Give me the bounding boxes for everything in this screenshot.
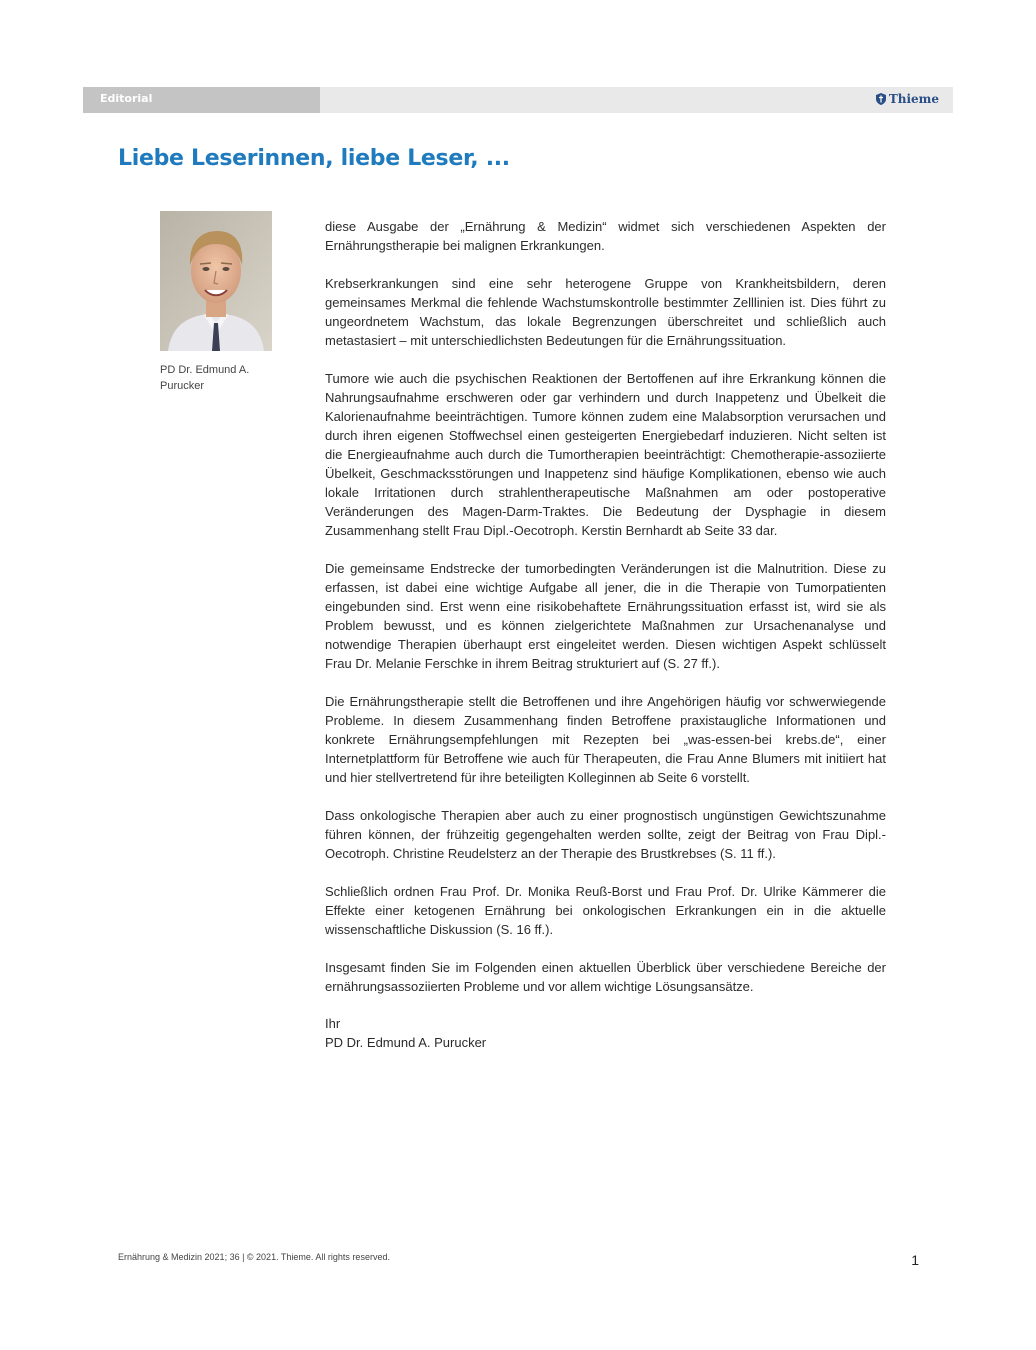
publisher-name: Thieme — [888, 92, 939, 106]
author-photo — [160, 211, 272, 351]
footer-citation: Ernährung & Medizin 2021; 36 | © 2021. Thieme. All rights reserved. — [118, 1252, 390, 1262]
page-number: 1 — [911, 1252, 919, 1268]
page-title: Liebe Leserinnen, liebe Leser, ... — [118, 146, 510, 171]
publisher-logo — [876, 92, 939, 106]
section-label: Editorial — [100, 92, 153, 105]
header-bar — [83, 87, 953, 113]
paragraph: Schließlich ordnen Frau Prof. Dr. Monika Reuß-Borst und Frau Prof. Dr. Ulrike Kämmerer die Effekte einer ketogenen Ernährung bei onkologischen Erkrankungen ein in die aktuelle wissenschaftliche Diskussion (S. 16 ff.). — [325, 884, 886, 937]
signature-salutation: Ihr — [325, 1016, 341, 1031]
section-label-box — [83, 87, 320, 113]
caption-line: PD Dr. Edmund A. — [160, 364, 250, 376]
paragraph: diese Ausgabe der „Ernährung & Medizin“ widmet sich verschiedenen Aspekten der Ernährungstherapie bei malignen Erkrankungen. — [325, 219, 886, 253]
paragraph: Die gemeinsame Endstrecke der tumorbedingten Veränderungen ist die Malnutrition. Diese zu erfassen, ist dabei eine wichtige Aufgabe all jener, die in die Therapie von Tumorpatienten eingebunden sind. Erst wenn eine risikobehaftete Ernährungssituation erfasst ist, wird sie als Problem bewusst, und es können zielgerichtete Maßnahmen zur Ursachenanalyse und notwendige Therapien überhaupt erst eingeleitet werden. Diesen wichtigen Aspekt schlüsselt Frau Dr. Melanie Ferschke in ihrem Beitrag strukturiert auf (S. 27 ff.). — [325, 561, 886, 671]
signature-name: PD Dr. Edmund A. Purucker — [325, 1035, 487, 1050]
paragraph: Insgesamt finden Sie im Folgenden einen aktuellen Überblick über verschiedene Bereiche der ernährungsassoziierten Probleme und vor allem wichtige Lösungsansätze. — [325, 960, 886, 994]
thieme-logo-icon — [876, 93, 886, 105]
paragraph: Dass onkologische Therapien aber auch zu einer prognostisch ungünstigen Gewichtszunahme führen können, der frühzeitig gegengehalten werden sollte, zeigt der Beitrag von Frau Dipl.-Oecotroph. Christine Reudelsterz an der Therapie des Brustkrebses (S. 11 ff.). — [325, 808, 886, 861]
paragraph: Tumore wie auch die psychischen Reaktionen der Bertoffenen auf ihre Erkrankung können die Nahrungsaufnahme erschweren oder gar verhindern und durch Inappetenz und Übelkeit die Kalorienaufnahme beeinträchtigen. Tumore können zudem eine Malabsorption verursachen und durch ihren eigenen Stoffwechsel einen gesteigerten Energiebedarf induzieren. Nicht selten ist die Energieaufnahme auch durch die Tumortherapien beeinträchtigt: Chemotherapie-assoziierte Übelkeit, Geschmacksstörungen und Inappetenz sind häufige Komplikationen, ebenso wie auch lokale Irritationen durch strahlentherapeutische Maßnahmen am oder postoperative Veränderungen des Magen-Darm-Traktes. Die Bedeutung der Dysphagie in diesem Zusammenhang stellt Frau Dipl.-Oecotroph. Kerstin Bernhardt ab Seite 33 dar. — [325, 371, 886, 538]
paragraph: Die Ernährungstherapie stellt die Betroffenen und ihre Angehörigen häufig vor schwerwiegende Probleme. In diesem Zusammenhang finden Betroffene praxistaugliche Informationen und konkrete Ernährungsempfehlungen mit Rezepten bei „was-essen-bei krebs.de“, einer Internetplattform für Betroffene wie auch für Therapeuten, die Frau Anne Blumers mit initiiert hat und hier stellvertretend für ihre beteiligten Kolleginnen ab Seite 6 vorstellt. — [325, 694, 886, 785]
signature — [325, 1014, 486, 1052]
paragraph: Krebserkrankungen sind eine sehr heterogene Gruppe von Krankheitsbildern, deren gemeinsames Merkmal die fehlende Wachstumskontrolle bestimmter Zelllinien ist. Dies führt zu ungeordnetem Wachstum, das lokale Begrenzungen überschreitet und schließlich auch metastasiert – mit unterschiedlichsten Bedeutungen für die Ernährungssituation. — [325, 276, 886, 348]
caption-line: Purucker — [160, 380, 205, 392]
editorial-body — [325, 217, 886, 1015]
photo-caption — [160, 362, 290, 394]
